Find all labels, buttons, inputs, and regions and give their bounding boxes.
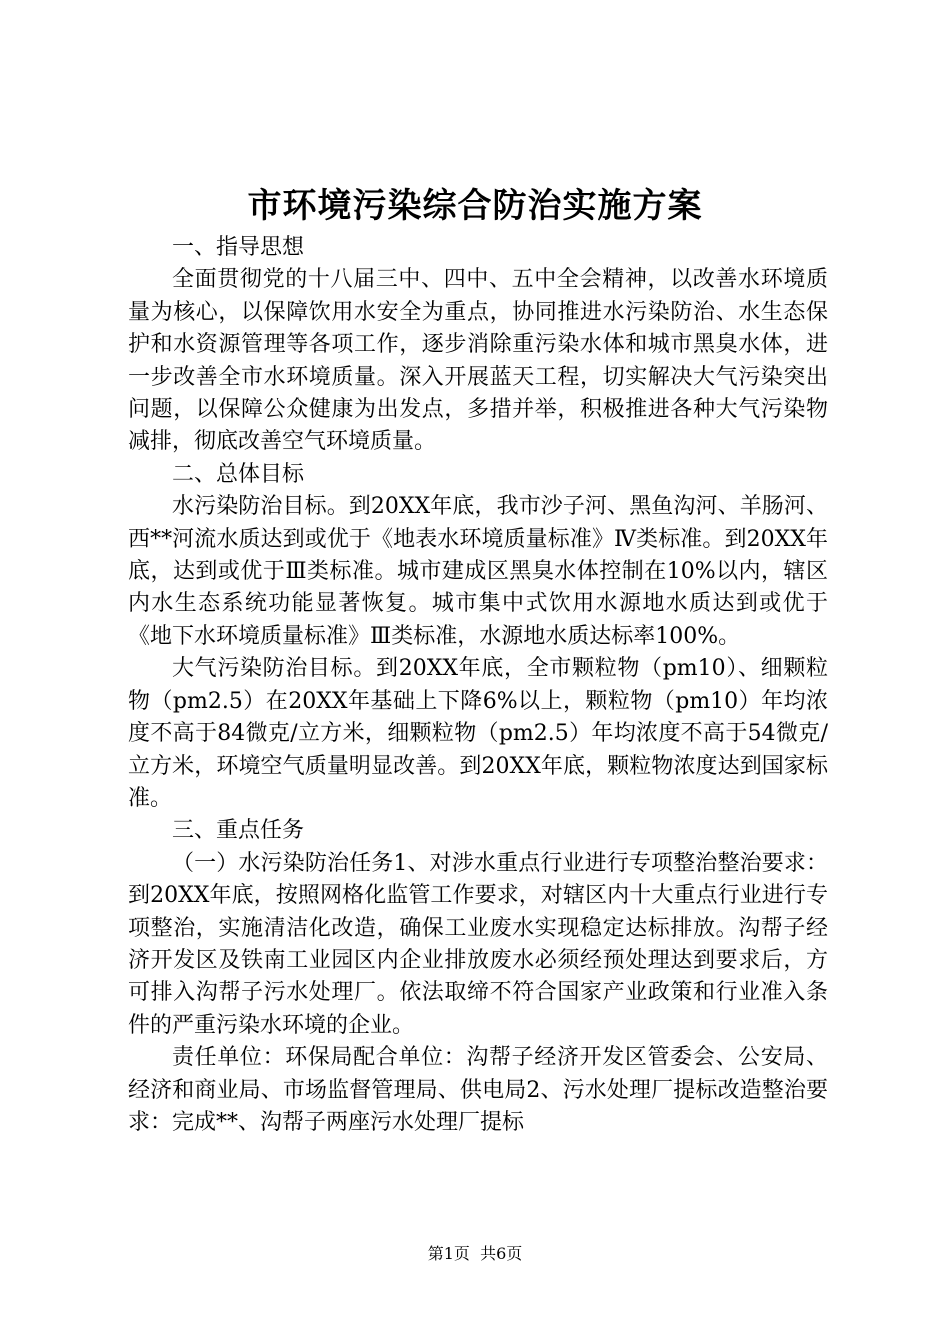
paragraph: （一）水污染防治任务1、对涉水重点行业进行专项整治整治要求：到20XX年底，按照网格化监管工作要求，对辖区内十大重点行业进行专项整治，实施清洁化改造，确保工业废水实现稳定达标排放。沟帮子经济开发区及铁南工业园区内企业排放废水必须经预处理达到要求后，方可排入沟帮子污水处理厂。依法取缔不符合国家产业政策和行业准入条件的严重污染水环境的企业。: [128, 850, 828, 1038]
section-heading: 三、重点任务: [172, 818, 305, 844]
paragraph: 全面贯彻党的十八届三中、四中、五中全会精神，以改善水环境质量为核心，以保障饮用水安全为重点，协同推进水污染防治、水生态保护和水资源管理等各项工作，逐步消除重污染水体和城市黑臭水体，进一步改善全市水环境质量。深入开展蓝天工程，切实解决大气污染突出问题，以保障公众健康为出发点，多措并举，积极推进各种大气污染物减排，彻底改善空气环境质量。: [128, 267, 828, 455]
document-title: 市环境污染综合防治实施方案: [247, 186, 703, 226]
paragraph: 大气污染防治目标。到20XX年底，全市颗粒物（pm10）、细颗粒物（pm2.5）在20XX年基础上下降6%以上，颗粒物（pm10）年均浓度不高于84微克/立方米，细颗粒物（pm2.5）年均浓度不高于54微克/立方米，环境空气质量明显改善。到20XX年底，颗粒物浓度达到国家标准。: [128, 656, 828, 811]
document-body: [128, 232, 828, 1139]
paragraph: 水污染防治目标。到20XX年底，我市沙子河、黑鱼沟河、羊肠河、西**河流水质达到或优于《地表水环境质量标准》Ⅳ类标准。到20XX年底，达到或优于Ⅲ类标准。城市建成区黑臭水体控制在10%以内，辖区内水生态系统功能显著恢复。城市集中式饮用水源地水质达到或优于《地下水环境质量标准》Ⅲ类标准，水源地水质达标率100%。: [128, 494, 828, 649]
total-pages: 共6页: [480, 1244, 523, 1263]
paragraph: 责任单位：环保局配合单位：沟帮子经济开发区管委会、公安局、经济和商业局、市场监督管理局、供电局2、污水处理厂提标改造整治要求：完成**、沟帮子两座污水处理厂提标: [128, 1045, 828, 1135]
section-heading: 二、总体目标: [172, 461, 305, 487]
page-footer: [0, 1242, 950, 1266]
section-heading: 一、指导思想: [172, 235, 305, 260]
footer-spacer: [470, 1244, 480, 1263]
page-number: 第1页: [427, 1244, 470, 1263]
